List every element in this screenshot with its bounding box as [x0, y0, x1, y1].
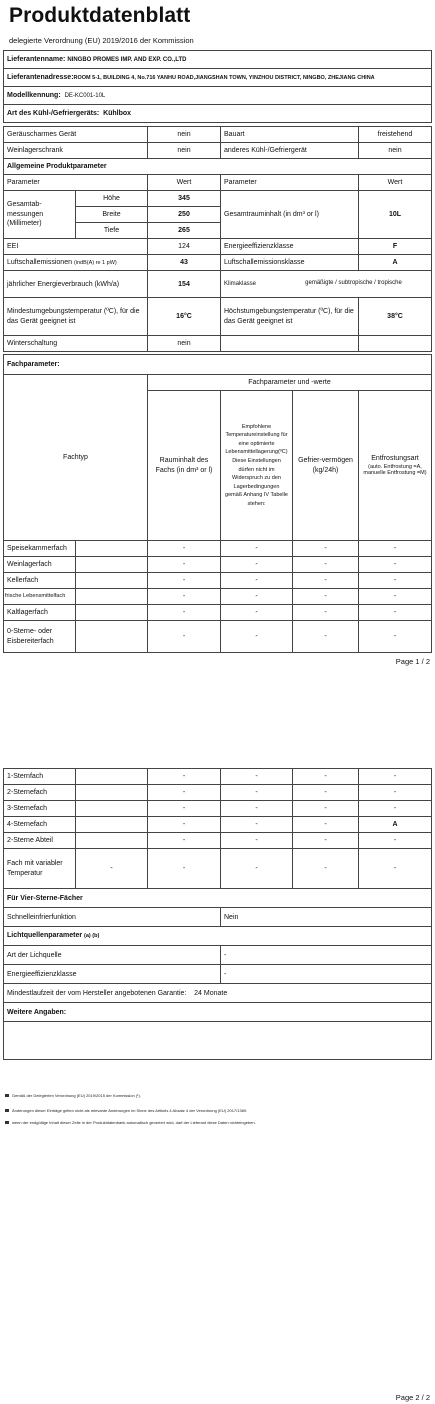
supplier-table — [3, 50, 432, 123]
value-header-right: Wert — [359, 175, 432, 191]
table-row — [4, 769, 432, 785]
energy-class-label: Energieeffizienzklasse — [221, 239, 359, 255]
footnote-marker-icon — [5, 1121, 9, 1124]
compartment-name: Kellerfach — [4, 573, 76, 589]
compartment-temperature: - — [221, 833, 293, 849]
noise-class-label: Luftschallemissionsklasse — [221, 255, 359, 271]
compartment-defrost: - — [359, 801, 432, 817]
compartment-rows-page2 — [4, 769, 432, 849]
compartment-type-header: Fachtyp — [4, 375, 148, 541]
supplier-address-value: ROOM 5-1, BUILDING 4, No.716 YANHU ROAD,JIANGSHAN TOWN, YINZHOU DISTRICT, NINGBO, ZHEJIANG CHINA — [73, 74, 375, 81]
table-row — [4, 605, 432, 621]
design-value: freistehend — [359, 127, 432, 143]
width-label: Breite — [76, 207, 148, 223]
supplier-name-value: NINGBO PROMES IMP. AND EXP. CO.,LTD — [67, 57, 187, 63]
compartment-extra — [76, 541, 148, 557]
compartment-volume: - — [148, 605, 221, 621]
height-value: 345 — [148, 191, 221, 207]
compartment-freeze: - — [293, 589, 359, 605]
compartment-temperature: - — [221, 621, 293, 653]
wine-cabinet-value: nein — [148, 143, 221, 159]
compartment-freeze: - — [293, 817, 359, 833]
dimensions-label: Gesamtab-messungen (Millimeter) — [4, 191, 76, 239]
width-value: 250 — [148, 207, 221, 223]
variable-temp-temperature: - — [221, 849, 293, 889]
light-section-note: (a) (b) — [84, 933, 100, 940]
compartment-defrost: - — [359, 573, 432, 589]
page-number: Page 1 / 2 — [395, 657, 430, 666]
compartment-name: 4-Sternefach — [4, 817, 76, 833]
compartment-extra — [76, 785, 148, 801]
freeze-column-header: Gefrier-vermögen (kg/24h) — [293, 391, 359, 541]
low-noise-value: nein — [148, 127, 221, 143]
compartment-freeze: - — [293, 769, 359, 785]
page-number: Page 2 / 2 — [395, 1393, 430, 1402]
compartment-extra — [76, 621, 148, 653]
variable-temp-freeze: - — [293, 849, 359, 889]
compartment-group-header: Fachparameter und -werte — [148, 375, 432, 391]
table-row — [4, 541, 432, 557]
compartment-table-continued — [3, 768, 432, 1060]
compartment-name: 0-Sterne- oder Eisbereiterfach — [4, 621, 76, 653]
compartment-defrost: - — [359, 769, 432, 785]
compartment-extra — [76, 769, 148, 785]
noise-value: 43 — [148, 255, 221, 271]
param-header-left: Parameter — [4, 175, 148, 191]
compartment-volume: - — [148, 621, 221, 653]
empty-cell — [359, 336, 432, 352]
compartment-name: 2-Sterne Abteil — [4, 833, 76, 849]
eei-value: 124 — [148, 239, 221, 255]
compartment-temperature: - — [221, 557, 293, 573]
compartment-temperature: - — [221, 589, 293, 605]
design-label: Bauart — [221, 127, 359, 143]
value-header-left: Wert — [148, 175, 221, 191]
compartment-volume: - — [148, 833, 221, 849]
compartment-defrost: - — [359, 589, 432, 605]
light-type-value: - — [221, 946, 432, 965]
compartment-rows-page1 — [4, 541, 432, 653]
compartment-volume: - — [148, 557, 221, 573]
footnote-1: Gemäß der Delegierten Verordnung (EU) 2019/2015 der Kommission (¹). — [5, 1093, 141, 1098]
compartment-defrost: A — [359, 817, 432, 833]
table-row — [4, 573, 432, 589]
compartment-temperature: - — [221, 541, 293, 557]
model-value: DE-KC001-10L — [64, 93, 106, 99]
compartment-extra — [76, 589, 148, 605]
depth-label: Tiefe — [76, 223, 148, 239]
max-temp-label: Höchstumgebungstemperatur (ºC), für die das Gerät geeignet ist — [221, 298, 359, 336]
noise-label: Luftschallemissionen — [7, 258, 72, 266]
winter-label: Winterschaltung — [4, 336, 148, 352]
general-parameters-table — [3, 126, 432, 352]
defrost-column-note: (auto. Entfrostung =A, manuelle Entfrostung =M) — [363, 463, 427, 477]
total-volume-label: Gesamtrauminhalt (in dm³ or l) — [221, 191, 359, 239]
compartment-volume: - — [148, 541, 221, 557]
supplier-name-row — [4, 51, 432, 69]
max-temp-value: 38°C — [359, 298, 432, 336]
compartment-freeze: - — [293, 605, 359, 621]
compartment-name: 2-Sternefach — [4, 785, 76, 801]
table-row — [4, 817, 432, 833]
min-temp-label: Mindestumgebungstemperatur (ºC), für die das Gerät geeignet ist — [4, 298, 148, 336]
warranty-value: 24 Monate — [194, 989, 228, 997]
compartment-volume: - — [148, 769, 221, 785]
annual-energy-label: jährlicher Energieverbrauch (kWh/a) — [4, 271, 148, 298]
compartment-freeze: - — [293, 541, 359, 557]
compartment-freeze: - — [293, 801, 359, 817]
compartment-freeze: - — [293, 573, 359, 589]
footnote-marker-icon — [5, 1109, 9, 1112]
table-row — [4, 589, 432, 605]
footnote-2: Änderungen dieser Einträge gelten nicht als relevante Änderungen im Sinne des Artikels 4 Absatz 4 der Verordnung (EU) 2017/1369. — [5, 1108, 247, 1113]
compartment-defrost: - — [359, 541, 432, 557]
model-label: Modellkennung: — [7, 92, 61, 99]
winter-value: nein — [148, 336, 221, 352]
warranty-label: Mindestlaufzeit der vom Hersteller angebotenen Garantie: — [7, 989, 187, 997]
light-class-value: - — [221, 965, 432, 984]
compartment-temperature: - — [221, 817, 293, 833]
supplier-address-label: Lieferantenadresse: — [7, 73, 74, 81]
compartment-name: 1-Sternfach — [4, 769, 76, 785]
compartment-volume: - — [148, 817, 221, 833]
climate-cell — [221, 271, 432, 298]
depth-value: 265 — [148, 223, 221, 239]
compartment-freeze: - — [293, 785, 359, 801]
energy-class-value: F — [359, 239, 432, 255]
low-noise-label: Geräuscharmes Gerät — [4, 127, 148, 143]
compartment-name: Weinlagerfach — [4, 557, 76, 573]
compartment-extra — [76, 605, 148, 621]
param-header-right: Parameter — [221, 175, 359, 191]
compartment-name: frische Lebensmittelfach — [4, 589, 76, 605]
compartment-extra — [76, 573, 148, 589]
document-title: Produktdatenblatt — [9, 4, 191, 27]
other-appliance-value: nein — [359, 143, 432, 159]
light-section-cell — [4, 927, 432, 946]
model-row — [4, 87, 432, 105]
compartment-defrost: - — [359, 621, 432, 653]
table-row — [4, 621, 432, 653]
page-2 — [0, 700, 435, 1404]
noise-unit: (indB(A) re 1 pW) — [73, 259, 117, 266]
noise-label-cell — [4, 255, 148, 271]
compartment-freeze: - — [293, 557, 359, 573]
variable-temp-label: Fach mit variabler Temperatur — [4, 849, 76, 889]
annual-energy-value: 154 — [148, 271, 221, 298]
climate-label: Klimaklasse — [224, 281, 257, 287]
compartment-name: Speisekammerfach — [4, 541, 76, 557]
four-star-section-title: Für Vier-Sterne-Fächer — [4, 889, 432, 908]
empty-cell — [221, 336, 359, 352]
footnote-3: wenn der endgültige Inhalt dieser Zeile in der Produktdatenbank automatisch generiert wird, darf der Lieferant diese Daten nichteingeben. — [5, 1120, 256, 1125]
further-info-value — [4, 1022, 432, 1060]
compartment-temperature: - — [221, 769, 293, 785]
height-label: Höhe — [76, 191, 148, 207]
climate-value: gemäßigte / subtropische / tropische — [305, 280, 402, 287]
supplier-name-label: Lieferantenname: — [7, 56, 66, 63]
footnote-marker-icon — [5, 1094, 9, 1097]
quick-freeze-label: Schnelleinfrierfunktion — [4, 908, 221, 927]
compartment-freeze: - — [293, 833, 359, 849]
noise-class-value: A — [359, 255, 432, 271]
compartment-extra — [76, 557, 148, 573]
eei-label: EEI — [4, 239, 148, 255]
compartment-freeze: - — [293, 621, 359, 653]
compartment-extra — [76, 833, 148, 849]
compartment-volume: - — [148, 573, 221, 589]
compartment-name: Kaltlagerfach — [4, 605, 76, 621]
device-type-value: Kühlbox — [103, 110, 132, 117]
supplier-address-row — [4, 69, 432, 87]
table-row — [4, 557, 432, 573]
wine-cabinet-label: Weinlagerschrank — [4, 143, 148, 159]
compartment-defrost: - — [359, 557, 432, 573]
compartment-temperature: - — [221, 801, 293, 817]
compartment-defrost: - — [359, 605, 432, 621]
warranty-row — [4, 984, 432, 1003]
compartment-temperature: - — [221, 785, 293, 801]
document-subtitle: delegierte Verordnung (EU) 2019/2016 der Kommission — [9, 36, 194, 45]
compartment-name: 3-Sternefach — [4, 801, 76, 817]
min-temp-value: 16°C — [148, 298, 221, 336]
compartment-defrost: - — [359, 785, 432, 801]
general-section-title: Allgemeine Produktparameter — [4, 159, 432, 175]
light-type-label: Art der Lichquelle — [4, 946, 221, 965]
volume-column-header: Rauminhalt des Fachs (in dm³ or l) — [148, 391, 221, 541]
compartment-temperature: - — [221, 605, 293, 621]
further-info-label: Weitere Angaben: — [4, 1003, 432, 1022]
temperature-column-header: Empfohlene Temperatureinstellung für eine optimierte Lebensmittellagerung(ºC) Diese Einstellungen dürfen nicht im Widerspruch zu den Lagerbedingungen gemäß Anhang IV Tabelle stehen: — [221, 391, 293, 541]
device-type-label: Art des Kühl-/Gefriergeräts: — [7, 110, 100, 117]
defrost-column-header: Entfrostungsart — [371, 454, 419, 462]
compartment-table — [3, 354, 432, 653]
other-appliance-label: anderes Kühl-/Gefriergerät — [221, 143, 359, 159]
variable-temp-volume: - — [148, 849, 221, 889]
variable-temp-extra: - — [76, 849, 148, 889]
compartment-extra — [76, 817, 148, 833]
variable-temp-defrost: - — [359, 849, 432, 889]
compartment-section-title: Fachparameter: — [4, 355, 432, 375]
device-type-row — [4, 105, 432, 123]
compartment-volume: - — [148, 785, 221, 801]
compartment-volume: - — [148, 801, 221, 817]
compartment-extra — [76, 801, 148, 817]
table-row — [4, 785, 432, 801]
total-volume-value: 10L — [359, 191, 432, 239]
quick-freeze-value: Nein — [221, 908, 432, 927]
compartment-temperature: - — [221, 573, 293, 589]
compartment-defrost: - — [359, 833, 432, 849]
table-row — [4, 801, 432, 817]
page-1 — [0, 0, 435, 700]
compartment-volume: - — [148, 589, 221, 605]
defrost-column-header-cell — [359, 391, 432, 541]
light-class-label: Energieeffizienzklasse — [4, 965, 221, 984]
table-row — [4, 833, 432, 849]
light-section-title: Lichtquellenparameter — [7, 932, 83, 940]
